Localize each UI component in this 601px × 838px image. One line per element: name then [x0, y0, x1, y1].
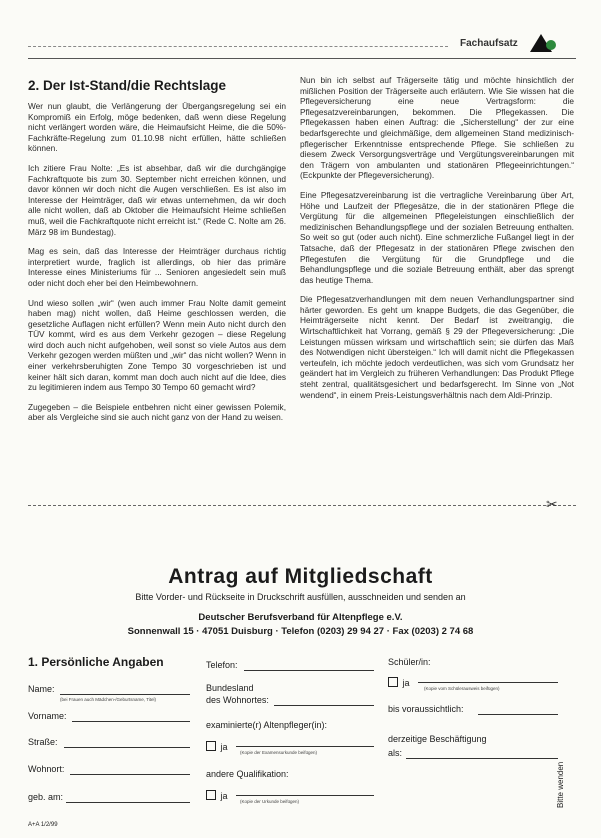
- qualification-checkbox-row[interactable]: [206, 786, 227, 804]
- student-ja-label: ja: [402, 678, 410, 688]
- name-hint: (bei Frauen auch Mädchen-/Geburtsname, Titel): [60, 697, 157, 702]
- exam-checkbox-row[interactable]: [206, 737, 227, 755]
- article-right-column: [300, 75, 574, 409]
- state-label-line2: des Wohnortes:: [206, 695, 269, 705]
- exam-label: examinierte(r) Altenpfleger(in):: [206, 720, 328, 730]
- logo-accent-icon: [546, 40, 556, 50]
- qualification-ja-label: ja: [220, 791, 228, 801]
- employment-field[interactable]: [406, 758, 558, 759]
- organization-name: Deutscher Berufsverband für Altenpflege e.V.: [198, 612, 403, 623]
- paragraph: Ich zitiere Frau Nolte: „Es ist absehbar, daß wir die durchgängige Fachkraftquote bis zum 30. September nicht erreichen können, und davor können wir doch nicht die Augen verschließen. Es ist also im Interesse der Heimträger, daß wir etwas unternehmen, da wir doch alle nicht wollen, daß ab Oktober die Heimaufsicht Heime schließen muß, weil die Fachkraftquote nicht erreicht ist.“ (Rede C. Nolte am 26. März 98 im Bundestag).: [28, 162, 286, 237]
- street-label: Straße:: [28, 737, 58, 747]
- name-field[interactable]: [60, 694, 190, 695]
- checkbox-icon[interactable]: [206, 790, 216, 800]
- birthdate-label: geb. am:: [28, 792, 64, 802]
- qualification-field[interactable]: [236, 795, 374, 796]
- page-footer: A+A 1/2/99: [28, 822, 58, 828]
- birthdate-field[interactable]: [66, 802, 190, 803]
- header-rule: [28, 58, 576, 59]
- cut-line: [28, 505, 576, 506]
- student-field[interactable]: [418, 682, 558, 683]
- scissors-icon: ✂: [546, 496, 558, 512]
- paragraph: Wer nun glaubt, die Verlängerung der Übergangsregelung sei ein Kompromiß ein Erfolg, möge bedenken, daß wenn diese Regelung nicht verlängert worden wäre, die Heimaufsicht Heime, die die 50%-Fachkräfte-Regelung zum 01.10.98 nicht erfüllen, hätte schließen können.: [28, 101, 286, 154]
- article-left-column: [28, 101, 286, 432]
- paragraph: Die Pflegesatzverhandlungen mit dem neuen Verhandlungspartner sind härter geworden. Es geht um knappe Budgets, die das Gegenüber, die Heimträgerseite nicht kennt. Der Bedarf ist zweitrangig, die Wirtschaftlichkeit hat Vorrang, gemäß § 29 der Pflegeversicherung: „Die Leistungen müssen wirksam und wirtschaftlich sein; sie dürfen das Maß des Notwendigen nicht übersteigen.“ Ich will damit nicht die Pflegekassen verteufeln, ich möchte jedoch verdeutlichen, was sich vom Grundsatz her geändert hat im Vergleich zu früheren Verhandlungen: Das Produkt Pflege steht zentral, qualitätsgesichert und bedarfsgerecht. Im Sinne von „Not wendend“, in einem Preis-Leistungsverhältnis nach dem Aldi-Prinzip.: [300, 294, 574, 400]
- state-field[interactable]: [274, 705, 374, 706]
- turn-over-label: Bitte wenden: [556, 761, 565, 808]
- phone-field[interactable]: [244, 670, 374, 671]
- form-subtitle: Bitte Vorder- und Rückseite in Druckschrift ausfüllen, ausschneiden und senden an: [135, 592, 466, 602]
- section-personal-data: 1. Persönliche Angaben: [28, 655, 164, 669]
- firstname-field[interactable]: [72, 721, 190, 722]
- checkbox-icon[interactable]: [388, 677, 398, 687]
- paragraph: Zugegeben – die Beispiele entbehren nicht einer gewissen Polemik, aber als Vergleiche sind sie auch nicht ganz von der Hand zu weisen.: [28, 401, 286, 423]
- exam-field[interactable]: [236, 746, 374, 747]
- checkbox-icon[interactable]: [206, 741, 216, 751]
- state-label: Bundesland: [206, 683, 254, 693]
- student-label: Schüler/in:: [388, 657, 431, 667]
- city-label: Wohnort:: [28, 764, 65, 774]
- paragraph: Nun bin ich selbst auf Trägerseite tätig und möchte hinsichtlich der mißlichen Position der Trägerseite auch erläutern. Wie Sie wissen hat die Pflegeversicherung eine neue Vertragsform: die Pflegesatzvereinbarungen, bekommen. Die Pflegekassen. Die Pflegekassen haben einen Auftrag: die „Sicherstellung“ der zur eine bedarfsgerechte und gleichmäßige, dem allgemeinen Stand medizinisch-pflegerischer Erkenntnisse entsprechende Pflege. Sie schließen zu diesem Zweck Versorgungsverträge und Vergütungsvereinbarungen mit den Trägern von ambulanten und stationären Pflegeeinrichtungen.“ (Eckpunkte der Pflegeversicherung).: [300, 75, 574, 181]
- firstname-label: Vorname:: [28, 711, 67, 721]
- qualification-label: andere Qualifikation:: [206, 769, 289, 779]
- phone-label: Telefon:: [206, 660, 238, 670]
- paragraph: Eine Pflegesatzvereinbarung ist die vertragliche Vereinbarung über Art, Höhe und Laufzeit der Pflegesätze, die in der stationären Pflege die Vergütung für die allgemeinen Pflegeleistungen einschließlich der medizinischen Behandlungspflege und der sozialen Betreuung enthalten. So weit so gut (oder auch nicht). Eine schmerzliche Fußangel liegt in der Tatsache, daß der Pflegesatz in der stationären Pflege zwischen den Pflegestufen die Vergütung für die Grundpflege und die Behandlungspflege und die soziale Betreuung enthält, aber das sprengt das heutige Thema.: [300, 189, 574, 285]
- employment-label-line2: als:: [388, 748, 403, 758]
- student-checkbox-row[interactable]: [388, 673, 409, 691]
- exam-ja-label: ja: [220, 742, 228, 752]
- employment-label: derzeitige Beschäftigung: [388, 734, 487, 744]
- street-field[interactable]: [64, 747, 190, 748]
- until-label: bis voraussichtlich:: [388, 704, 464, 714]
- organization-address: Sonnenwall 15 · 47051 Duisburg · Telefon (0203) 29 94 27 · Fax (0203) 2 74 68: [127, 626, 474, 637]
- exam-hint: (Kopie der Examensurkunde beifügen): [240, 750, 318, 755]
- article-heading: 2. Der Ist-Stand/die Rechtslage: [28, 78, 227, 93]
- header-dashed-line: [28, 46, 448, 47]
- city-field[interactable]: [70, 774, 190, 775]
- paragraph: Mag es sein, daß das Interesse der Heimträger durchaus richtig interpretiert wurde, fraglich ist allerdings, ob hier das primäre Interesse eines Ministeriums für ... Senioren angesiedelt sein muß oder nicht doch eher bei den Heimbewohnern.: [28, 246, 286, 288]
- paragraph: Und wieso sollen „wir“ (wen auch immer Frau Nolte damit gemeint haben mag) nicht wollen, daß Heime geschlossen werden, die gesetzliche Auflagen nicht erfüllen? Wenn mein Auto nicht durch den TÜV kommt, wird es aus dem Verkehr gezogen – diese Regelung wird doch auch nicht aufgehoben, weil sonst so viele Autos aus dem Verkehr gezogen werden müßten und „wir“ das nicht wollen? Wenn in einer verkehrsberuhigten Zone Tempo 30 vorgeschrieben ist und keiner hält sich daran, kommt man doch auch nicht auf die Idee, dies zu legitimieren indem aus Tempo 30 Tempo 60 gemacht wird?: [28, 297, 286, 393]
- student-hint: (Kopie vom Schülerausweis beifügen): [424, 686, 500, 691]
- name-label: Name:: [28, 684, 55, 694]
- form-title: Antrag auf Mitgliedschaft: [168, 565, 433, 588]
- section-label: Fachaufsatz: [460, 38, 518, 49]
- until-field[interactable]: [478, 714, 558, 715]
- qualification-hint: (Kopie der Urkunde beifügen): [240, 799, 300, 804]
